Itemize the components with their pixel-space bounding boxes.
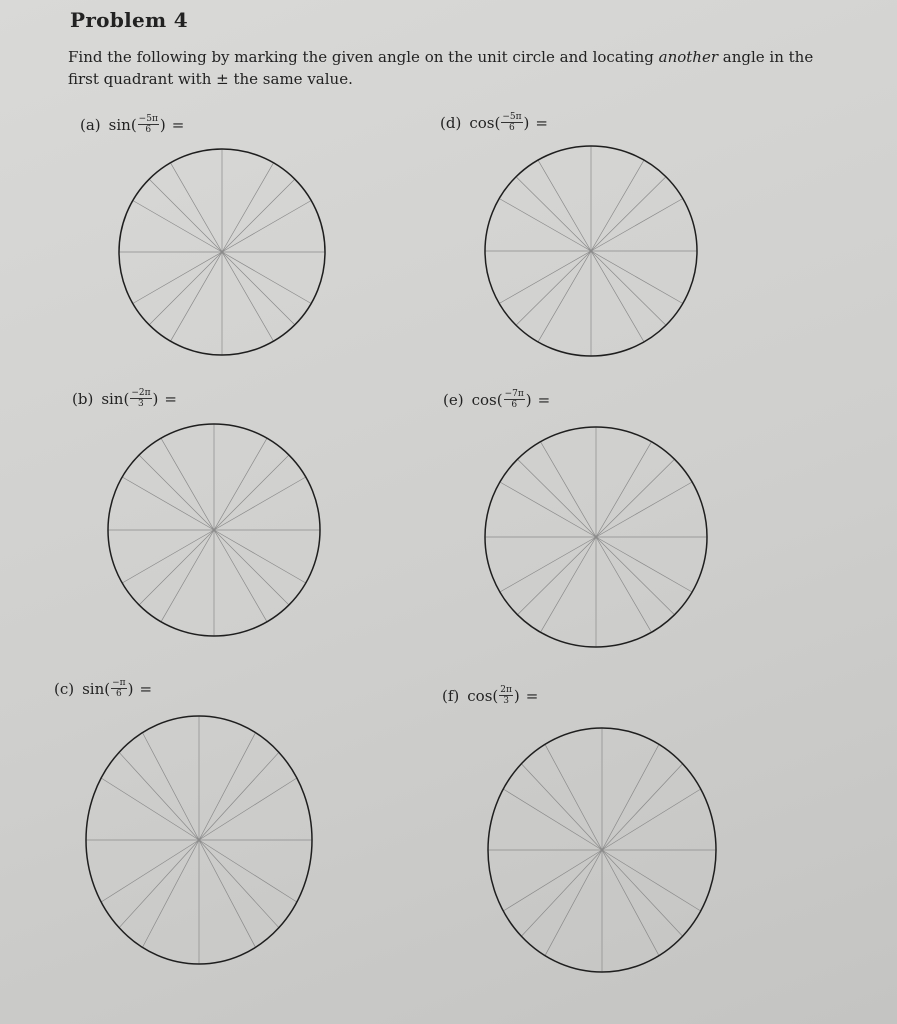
angle-line-60 [602, 744, 659, 850]
equals-sign: = [139, 679, 153, 698]
close-paren: ) [513, 686, 520, 705]
instructions-emphasis: another [658, 48, 718, 66]
fraction-denominator: 6 [511, 400, 518, 410]
problem-letter: (c) [54, 679, 75, 698]
angle-line-330 [602, 850, 701, 911]
close-paren: ) [523, 113, 530, 132]
problem-letter: (a) [80, 115, 101, 134]
equals-sign: = [525, 686, 539, 705]
close-paren: ) [127, 679, 134, 698]
equals-sign: = [171, 115, 185, 134]
problem-title: Problem 4 [70, 8, 188, 32]
angle-line-300 [602, 850, 659, 956]
open-paren: ( [104, 679, 111, 698]
trig-function: sin [101, 389, 124, 408]
open-paren: ( [496, 390, 503, 409]
fraction-denominator: 6 [145, 125, 152, 135]
problem-letter: (b) [72, 389, 94, 408]
trig-function: cos [467, 686, 493, 705]
angle-line-120 [545, 744, 602, 850]
equals-sign: = [537, 390, 551, 409]
angle-line-210 [503, 850, 602, 911]
open-paren: ( [123, 389, 130, 408]
close-paren: ) [159, 115, 166, 134]
angle-line-45 [602, 764, 683, 850]
fraction-numerator: −5π [502, 112, 522, 122]
fraction-denominator: 6 [115, 689, 122, 699]
fraction-numerator: −7π [504, 389, 524, 399]
open-paren: ( [494, 113, 501, 132]
problem-letter: (e) [443, 390, 464, 409]
trig-function: sin [108, 115, 131, 134]
open-paren: ( [492, 686, 499, 705]
close-paren: ) [525, 390, 532, 409]
problem-letter: (f) [442, 686, 460, 705]
angle-line-315 [602, 850, 683, 936]
angle-line-240 [545, 850, 602, 956]
equals-sign: = [535, 113, 548, 132]
instructions-text-start: Find the following by marking the given angle on the unit circle and locating [68, 48, 659, 66]
open-paren: ( [130, 115, 137, 134]
angle-line-135 [521, 764, 602, 850]
angle-line-150 [503, 789, 602, 850]
equals-sign: = [164, 389, 177, 408]
close-paren: ) [152, 389, 159, 408]
trig-function: cos [469, 113, 495, 132]
fraction-denominator: 3 [503, 696, 509, 706]
fraction-denominator: 6 [509, 123, 515, 133]
fraction-numerator: −5π [138, 114, 158, 124]
fraction-numerator: −π [112, 678, 126, 688]
fraction-numerator: 2π [500, 685, 512, 695]
fraction-denominator: 3 [138, 399, 144, 409]
instructions-text-end: angle in the first quadrant with ± the same value. [68, 48, 814, 88]
problem-letter: (d) [440, 113, 462, 132]
fraction-numerator: −2π [131, 388, 151, 398]
angle-line-30 [602, 789, 701, 850]
trig-function: cos [471, 390, 497, 409]
trig-function: sin [82, 679, 105, 698]
angle-line-225 [521, 850, 602, 936]
